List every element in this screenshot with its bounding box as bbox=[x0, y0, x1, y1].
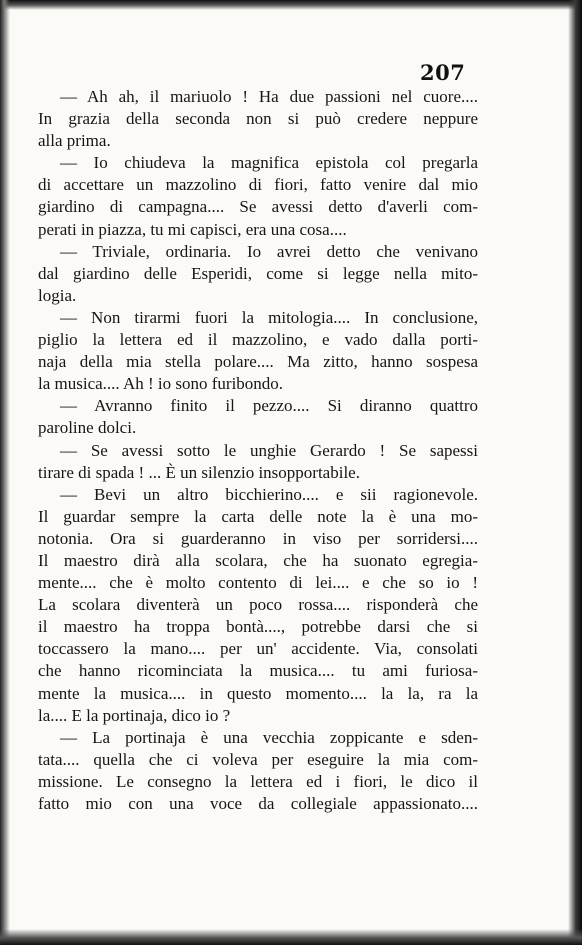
text-line: la.... E la portinaja, dico io ? bbox=[38, 705, 231, 725]
text-line: — Avranno finito il pezzo.... Si diranno quattro bbox=[60, 396, 478, 416]
text-line: — Io chiudeva la magnifica epistola col pregarla bbox=[60, 153, 478, 173]
scan-edge-right bbox=[568, 0, 582, 945]
scan-edge-left bbox=[0, 0, 10, 945]
text-line: che hanno ricominciata la musica.... tu ami furiosa- bbox=[38, 661, 478, 681]
text-line: — La portinaja è una vecchia zoppicante e sden- bbox=[60, 727, 478, 747]
scan-edge-bottom bbox=[0, 929, 582, 945]
text-line: mente la musica.... in questo momento.... la la, ra la bbox=[38, 683, 478, 703]
body-text bbox=[38, 86, 478, 815]
text-line: logia. bbox=[38, 285, 77, 305]
text-line: mente.... che è molto contento di lei.... e che so io ! bbox=[38, 573, 478, 593]
text-line: la musica.... Ah ! io sono furibondo. bbox=[38, 374, 284, 394]
text-line: tata.... quella che ci voleva per eseguire la mia com- bbox=[38, 749, 478, 769]
text-line: naja della mia stella polare.... Ma zitto, hanno sospesa bbox=[38, 352, 478, 372]
text-line: di accettare un mazzolino di fiori, fatto venire dal mio bbox=[38, 175, 478, 195]
text-line: tirare di spada ! ... È un silenzio insopportabile. bbox=[38, 462, 360, 482]
text-line: il maestro ha troppa bontà...., potrebbe darsi che si bbox=[38, 617, 478, 637]
scan-edge-top bbox=[0, 0, 582, 10]
text-line: perati in piazza, tu mi capisci, era una cosa.... bbox=[38, 219, 347, 239]
text-line: Il maestro dirà alla scolara, che ha suonato egregia- bbox=[38, 550, 478, 570]
text-line: missione. Le consegno la lettera ed i fiori, le dico il bbox=[38, 771, 478, 791]
text-line: In grazia della seconda non si può credere neppure bbox=[38, 109, 478, 129]
text-line: — Se avessi sotto le unghie Gerardo ! Se sapessi bbox=[60, 440, 478, 460]
text-line: toccassero la mano.... per un' accidente. Via, consolati bbox=[38, 639, 478, 659]
text-line: fatto mio con una voce da collegiale appassionato.... bbox=[38, 794, 478, 813]
text-line: alla prima. bbox=[38, 131, 111, 151]
text-line: Il guardar sempre la carta delle note la è una mo- bbox=[38, 506, 478, 526]
text-line: dal giardino delle Esperidi, come si legge nella mito- bbox=[38, 263, 478, 283]
text-line: piglio la lettera ed il mazzolino, e vado dalla porti- bbox=[38, 330, 478, 350]
text-line: notonia. Ora si guarderanno in viso per sorridersi.... bbox=[38, 528, 478, 548]
text-line: paroline dolci. bbox=[38, 418, 137, 438]
text-line: La scolara diventerà un poco rossa.... risponderà che bbox=[38, 595, 478, 615]
text-line: — Ah ah, il mariuolo ! Ha due passioni nel cuore.... bbox=[60, 87, 478, 106]
text-line: — Non tirarmi fuori la mitologia.... In conclusione, bbox=[60, 307, 478, 327]
text-line: — Triviale, ordinaria. Io avrei detto che venivano bbox=[60, 241, 478, 261]
text-line: giardino di campagna.... Se avessi detto d'averli com- bbox=[38, 197, 478, 217]
text-line: — Bevi un altro bicchierino.... e sii ragionevole. bbox=[60, 484, 478, 504]
page-number: 207 bbox=[420, 60, 466, 85]
